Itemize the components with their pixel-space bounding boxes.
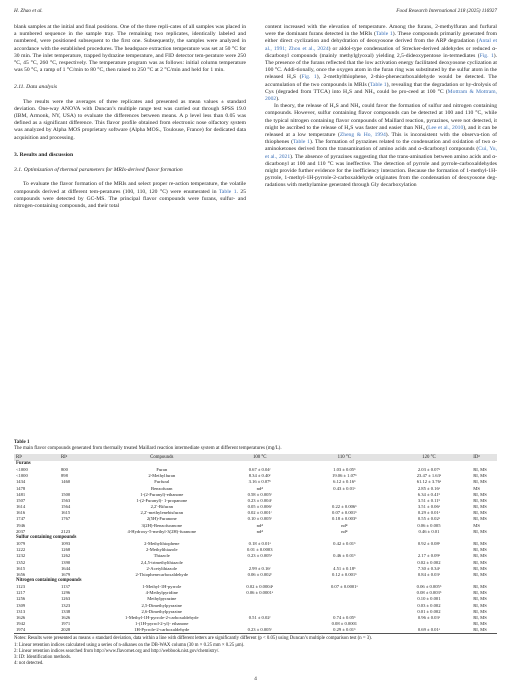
table-cell: 1123 (16, 584, 26, 590)
table-cell: 0.74 ± 0.05ᵇ (333, 614, 356, 620)
column-header: ID³ (473, 455, 480, 460)
table-cell: 2.17 ± 0.09ᵃ (417, 553, 441, 559)
table-cell: 3.51 ± 0.11ᵇ (417, 497, 441, 503)
table-cell: 1460 (60, 479, 71, 485)
table-cell: 0.42 ± 0.01ᵇ (333, 541, 356, 547)
table-cell: nd⁴ (341, 522, 348, 528)
table-cell: 0.10 ± 0.005ᶜ (247, 516, 272, 522)
table-cell: RI, MS (473, 516, 487, 522)
table-cell: 1323 (60, 602, 71, 608)
table-cell: 1656 (16, 571, 26, 577)
table-cell: RI, MS (473, 614, 487, 620)
group-label: Nitrogen containing compounds (16, 577, 82, 583)
table-cell: 0.22 ± 0.006ᵇ (332, 504, 357, 510)
table-cell: 1-(2-Furanyl)-ethanone (140, 491, 184, 497)
table-cell: 1626 (16, 614, 26, 620)
table-cell: 0.51 ± 0.02ᶜ (248, 614, 271, 620)
header-journal: Food Research International 218 (2025) 116927 (396, 8, 497, 14)
flavor-compounds-table (14, 454, 497, 634)
table-cell: 0.07 ± 0.0001ᵃ (330, 584, 358, 590)
table-cell: 3.51 ± 0.06ᵃ (417, 504, 441, 510)
table-cell: RI, MS (473, 497, 487, 503)
citation-link[interactable]: Zheng & Ho, 1994 (339, 132, 386, 139)
table-cell: 0.06 ± 0.005ᵇ (416, 584, 442, 590)
column-header: RI² (60, 455, 68, 460)
left-column (14, 24, 246, 210)
table-cell: RI, MS (473, 596, 487, 602)
table-cell: 4.51 ± 0.18ᵇ (333, 565, 356, 571)
table-cell: 19.06 ± 1.07ᵇ (332, 473, 357, 479)
table-note: 4: not detected. (14, 661, 44, 667)
citation-link[interactable]: Lee et al., 2010 (428, 124, 464, 131)
table-caption: Table 1 (14, 440, 30, 445)
table-cell: 0.06 ± 0.0001ᵃ (246, 590, 274, 596)
table-cell: 8.34 ± 0.40ᶜ (248, 473, 271, 479)
table-cell: 7.30 ± 0.34ᵃ (417, 565, 441, 571)
citation-link[interactable]: Antal et al., 1991; Zhou et al., 2024 (265, 38, 497, 52)
table-cell: 0.18 ± 0.003ᵇ (332, 516, 357, 522)
citation-link[interactable]: Mottram & Mottram, 2002 (265, 88, 497, 103)
table-cell: 1615 (16, 565, 26, 571)
paragraph: blank samples at the initial and final positions. One of the three repli-cates of all samples was placed in a numbered sequence in the sample tray. The remaining two replicates, identically labeled and numbered, were positioned subsequent to the first one. Subsequently, the samples were analyzed in accordance with the established procedures. The headspace extraction temperature was set at 50 °C for 30 min. The inlet temperature, trapped hydrazine temperature, and FID detector tem-perature were 250 °C, 45 °C, 260 °C, respectively. The temperature program was as follows: initial column temperature was 50 °C, a ramp of 1 °C/min to 80 °C, then raised to 250 °C at 2 °C/min and held for 1 min. (14, 24, 246, 74)
table-cell: 1507 (16, 497, 26, 503)
table-cell: 2-Methylthiophene (144, 541, 180, 547)
table-1-link[interactable]: Table 1 (369, 81, 387, 88)
column-header: Compounds (150, 455, 174, 460)
right-column (265, 24, 497, 190)
table-cell: 2,4,5-trimethylthiazole (140, 559, 183, 565)
table-cell: RI, MS (473, 559, 487, 565)
table-cell: 0.58 ± 0.005ᶜ (247, 491, 272, 497)
table-cell: 0.02 ± 0.0004ᵃ (246, 584, 274, 590)
table-cell: RI, MS (473, 553, 487, 559)
table-cell: 2,2′-methylenebisfuran (140, 510, 183, 516)
table-cell: 1644 (60, 565, 71, 571)
table-cell: 1500 (60, 491, 71, 497)
table-cell: 2,6-Dimethylpyrazine (141, 608, 182, 614)
table-cell: 1390 (60, 559, 71, 565)
column-header: 110 °C (337, 455, 352, 460)
table-cell: Methylpyrazine (147, 596, 177, 602)
table-cell: 1615 (60, 510, 71, 516)
column-header: RI¹ (16, 455, 23, 460)
table-cell: 1137 (60, 584, 70, 590)
table-cell: 1262 (60, 553, 71, 559)
table-cell: 2-Thiophenecarboxaldehyde (135, 571, 189, 577)
table-cell: 0.01 ± 0.0003 (247, 547, 273, 553)
table-cell: 0.23 ± 0.005ᵃ (247, 553, 272, 559)
table-cell: RI, MS (473, 491, 487, 497)
table-notes (14, 636, 497, 667)
paragraph: content increased with the elevation of temperature. Among the furans, 2-methylfuran and furfural were the dominant furans detected in the MRIs (Table 1). These compounds primarily generated from either direct cyclization and dehydration of deoxyosone derived from the ARP degradation (Antal et al., 1991; Zhou et al., 2024) or aldol-type condensation of Strecker-derived aldehydes or reduced α-dicarbonyl compounds (mainly methylglyoxal) yielding 2,5-dideoxypentose in-termediates (Fig. 1). The presence of the furans reflected that the low activation energy facilitated deoxyosone cyclization at 100 °C. Addi-tionally, once the oxygen atom in the furan ring was substituted by the sulfur atom in the released H₂S (Fig. 1), 2-methylthiophene, 2-thio-phenecarboxaldehyde would be detected. The accumulation of the two compounds in MRIs (Table 1), revealing that the degradation or hy-drolysis of Cys (degraded from TTCA) into H₂S and NH₃ could be pro-ceed at 100 °C (Mottram & Mottram, 2002). (265, 24, 498, 103)
table-cell: 1.03 ± 0.05ᵇ (333, 467, 356, 473)
group-label: Sulfur containing compounds (16, 534, 77, 540)
column-header: 100 °C (252, 455, 267, 460)
group-label: Furans (16, 461, 31, 466)
table-note: Notes: Results were presented as means ± standard deviation, data within a line with different letters are significantly different (p < 0.05) using Duncan’s multiple comparison test (n = 3). (14, 636, 372, 642)
table-cell: 0.92 ± 0.08ᵃ (417, 541, 441, 547)
citation-link[interactable]: Cui, Yu, et al., 2021 (265, 146, 497, 160)
table-cell: 0.96 ± 0.03ᵃ (417, 614, 441, 620)
table-cell: 0.06 ± 0.005 (417, 522, 441, 528)
table-cell: 1-Methyl-1H-pyrrole (142, 584, 182, 590)
table-cell: 2.85 ± 0.16ᵃ (417, 485, 441, 491)
table-cell: 0.46 ± 0.01 (418, 528, 440, 534)
table-body (14, 461, 497, 634)
table-cell: 0.29 ± 0.01ᵇ (302, 627, 387, 634)
table-cell: 0.55 ± 0.02ᵃ (417, 516, 441, 522)
table-cell: RI, MS (473, 547, 487, 553)
table-cell: <1000 (16, 467, 28, 473)
table-cell: Furan (156, 467, 168, 473)
table-cell: 0.43 ± 0.01ᵃ (333, 485, 356, 491)
table-cell: RI, MS (473, 602, 487, 608)
table-cell: 1626 (60, 614, 71, 620)
table-cell: 1434 (16, 479, 26, 485)
table-cell: MS (473, 522, 480, 528)
table-cell: 0.69 ± 0.01ᵃ (387, 627, 472, 634)
table-cell: 3.16 ± 0.07ᵇ (248, 479, 271, 485)
table-cell: Thiazole (153, 553, 170, 559)
table-cell: 0.05 ± 0.006ᶜ (247, 504, 272, 510)
table-cell: 6.34 ± 0.41ᵇ (417, 491, 441, 497)
table-cell: 1679 (60, 571, 71, 577)
table-cell: 0.23 ± 0.005ᶜ (217, 627, 302, 634)
table-1-link[interactable]: Table 1 (375, 31, 393, 38)
table-cell: 1-(1H-pyrrol-2-yl)- ethanone (135, 621, 189, 627)
table-cell: 1946 (16, 522, 26, 528)
table-row (14, 627, 497, 634)
table-1-link[interactable]: Table 1 (292, 139, 310, 146)
table-cell: RI, MS (473, 621, 487, 627)
table-cell: 2,2′-Bifuran (150, 504, 173, 510)
table-cell: 2-Methylfuran (148, 473, 176, 479)
table-cell: RI, MS (473, 528, 487, 534)
table-cell: RI, MS (471, 627, 497, 634)
column-header: 120 °C (422, 455, 436, 460)
table-cell: RI, MS (473, 571, 487, 577)
table-cell: Furfural (154, 479, 170, 485)
table-cell: 1767 (60, 516, 71, 522)
table-cell: 1564 (60, 504, 71, 510)
table-cell: 0.46 ± 0.01ᵇ (333, 553, 356, 559)
table-cell: 2-Acetylthiazole (146, 565, 178, 571)
table-cell: 2-Methylthiazole (145, 547, 178, 553)
table-cell: RI, MS (473, 541, 487, 547)
table-cell: 0.29 ± 0.01ᵃ (417, 510, 441, 516)
table-cell: 2.99 ± 0.16ᶜ (248, 565, 271, 571)
table-cell: nd⁴ (256, 528, 263, 534)
table-cell: 2,5-Dimethylpyrazine (141, 602, 182, 608)
table-cell: 898 (60, 473, 68, 479)
section-heading-3: 3. Results and discussion (14, 151, 74, 158)
table-cell: 1942 (16, 621, 26, 627)
table-cell: 2123 (60, 528, 71, 534)
table-cell: 1232 (16, 553, 26, 559)
table-cell: 3(2H)-Benzofuranone (141, 522, 183, 528)
page-number: 4 (254, 676, 257, 682)
table-cell: nd⁴ (256, 522, 263, 528)
table-cell: 2.03 ± 0.07ᵃ (417, 467, 441, 473)
table-cell: 0.08 ± 0.003ᵇ (416, 590, 442, 596)
table-header-row (14, 454, 497, 461)
table-cell: <1000 (16, 473, 28, 479)
table-cell: RI, MS (473, 504, 487, 510)
table-cell: MS (473, 485, 480, 491)
table-cell: RI, MS (473, 467, 487, 473)
table-cell: 0.07 ± 0.001ᵇ (332, 510, 357, 516)
table-cell: Benzofuran (151, 485, 173, 491)
table-cell: 0.08 ± 0.0001 (331, 621, 358, 627)
table-cell: nd⁴ (341, 528, 348, 534)
table-cell: 1313 (16, 608, 26, 614)
fig-1-link[interactable]: Fig. 1 (479, 52, 494, 59)
table-note: 3: ID: Identification methods. (14, 654, 72, 660)
table-cell: RI, MS (473, 510, 487, 516)
table-cell: 6.12 ± 0.16ᵇ (333, 479, 356, 485)
section-heading-3-1: 3.1. Optimization of thermal parameters for MRIs-derived flavor formation (14, 167, 183, 174)
table-cell: 1478 (16, 485, 26, 491)
table-cell: 1563 (60, 497, 71, 503)
table-cell: 1338 (60, 608, 71, 614)
table-cell: 1971 (60, 621, 71, 627)
table-cell: 0.84 ± 0.03ᵃ (417, 571, 441, 577)
paragraph: To evaluate the flavor formation of the MRIs and select proper re-action temperature, the volatile compounds derived at different tem-peratures (100, 110, 120 °C) were enumerated in Table 1. 25 compounds were detected by GC-MS. The principal flavor compounds were furans, sulfur- and nitrogen-containing compounds, and their total (14, 181, 247, 210)
table-note: 2: Linear retention indices searched from http://www.flavornet.org and http://webbook.nist.gov/chemistry/. (14, 648, 220, 654)
table-cell: 0.02 ± 0.001ᶜ (247, 510, 272, 516)
table-cell: 1-Methyl-1H-pyrrole-2-carboxaldehyde (125, 614, 199, 620)
table-cell: 1296 (60, 590, 71, 596)
table-cell: 0.03 ± 0.002 (417, 602, 441, 608)
fig-1-link[interactable]: Fig. 1 (301, 74, 317, 81)
table-cell: 2028 (59, 627, 106, 634)
table-cell: 23.47 ± 1.63ᵃ (416, 473, 442, 479)
table-cell: 61.12 ± 3.76ᵃ (416, 479, 442, 485)
table-cell: 4-Methylpyridine (145, 590, 178, 596)
table-cell: RI, MS (473, 479, 487, 485)
section-heading-2-11: 2.11. Data analysis (14, 84, 58, 91)
table-cell: RI, MS (473, 473, 487, 479)
table-cell: 0.06 ± 0.002ᶜ (247, 571, 272, 577)
table-cell: 1481 (16, 491, 26, 497)
table-cell: nd⁴ (256, 485, 263, 491)
table-cell: 1309 (16, 602, 26, 608)
table-cell: 1079 (16, 541, 26, 547)
table-cell: 0.10 ± 0.001 (417, 596, 441, 602)
paragraph: In theory, the release of H₂S and NH₃ could favor the formation of sulfur and nitrogen containing compounds. However, sulfur containing flavor compounds can be detected at 100 and 110 °C, while the typical nitrogen containing flavor compounds of Maillard reaction, pyrazines, were not detected, it might be ascribed to the release of H₂S was faster and easier than NH₃ (Lee et al., 2010), and it can be released at a low temperature (Zheng & Ho, 1994). This is inconsistent with the observa-tion of thiophenes (Table 1). The formation of pyrazines related to the condensation and oxidation of two α-aminoketones derived from the transamination of amino acids and α-dicarbonyl compounds (Cui, Yu, et al., 2021). The absence of pyrazines suggesting that the trans-amination between amino acids and α-dicarbonyl at 100 and 110 °C was ineffective. The detection of pyrrole and pyrrole-carboxaldehydes might provide further evidence for the inefficiency interaction. Because the formation of 1-methyl-1H-pyrrole, 1-methyl-1H-pyrrole-2-carboxaldehyde originates from the condensation of deoxyosone deg-radations with methylamine generated through Gly decarboxylation (265, 103, 497, 189)
table-cell: 1974 (14, 627, 59, 634)
table-cell: 1352 (16, 559, 26, 565)
table-cell: 1H-Pyrrole-2-carboxaldehyde (106, 627, 217, 634)
table-cell: 0.18 ± 0.01ᵃ (248, 541, 271, 547)
table-1-link[interactable]: Table 1 (218, 188, 237, 195)
table-cell: 0.67 ± 0.04ᶜ (248, 467, 271, 473)
table-cell: 1616 (16, 510, 26, 516)
table-cell: 0.23 ± 0.004ᶜ (247, 497, 272, 503)
paragraph: The results were the averages of three replicates and presented as mean values ± standard deviation. One-way ANOVA with Duncan’s multiple range test was carried out through SPSS 19.0 (IBM, Armonk, NY, USA) to evaluate the differences between means. A p level less than 0.05 was defined as a significant difference. This flavor profile obtained from electronic nose olfactory system was analyzed by Alpha MOS proprietary software (Alpha MOS., Toulouse, France) for dedicated data acquisition and processing. (14, 98, 246, 141)
table-cell: 1256 (16, 596, 26, 602)
table-note: 1: Linear retention indices calculated using a series of n-alkanes on the DB-WAX column (30 m × 0.25 mm × 0.25 μm). (14, 642, 245, 648)
table-1 (14, 440, 497, 667)
table-cell: 1093 (60, 541, 71, 547)
table-cell: RI, MS (473, 584, 487, 590)
table-cell: 0.01 ± 0.002 (417, 608, 441, 614)
table-cell: 2037 (16, 528, 26, 534)
header-authors: H. Zhao et al. (14, 8, 43, 14)
table-cell: 2(5H)-Furanone (146, 516, 177, 522)
table-cell: 0.02 ± 0.002 (417, 559, 441, 565)
table-cell: RI, MS (473, 590, 487, 596)
table-cell: 800 (60, 467, 68, 473)
table-cell: RI, MS (473, 565, 487, 571)
table-caption-text: The main flavor compounds generated from thermally treated Maillard reaction intermediate system at different temperatures (mg/L). (14, 446, 282, 451)
table-cell: 1614 (16, 504, 26, 510)
table-cell: 0.12 ± 0.001ᵇ (332, 571, 357, 577)
table-cell: 1747 (16, 516, 26, 522)
table-cell: 1-(2-Furanyl)- 1-propanone (136, 497, 188, 503)
table-cell: 1268 (60, 547, 71, 553)
table-cell: 1263 (60, 596, 71, 602)
table-cell: 4-Hydroxy-5-methyl-3(2H)-furanone (127, 528, 197, 534)
table-cell: 1217 (16, 590, 26, 596)
table-cell: 1222 (16, 547, 26, 553)
table-cell: RI, MS (473, 608, 487, 614)
